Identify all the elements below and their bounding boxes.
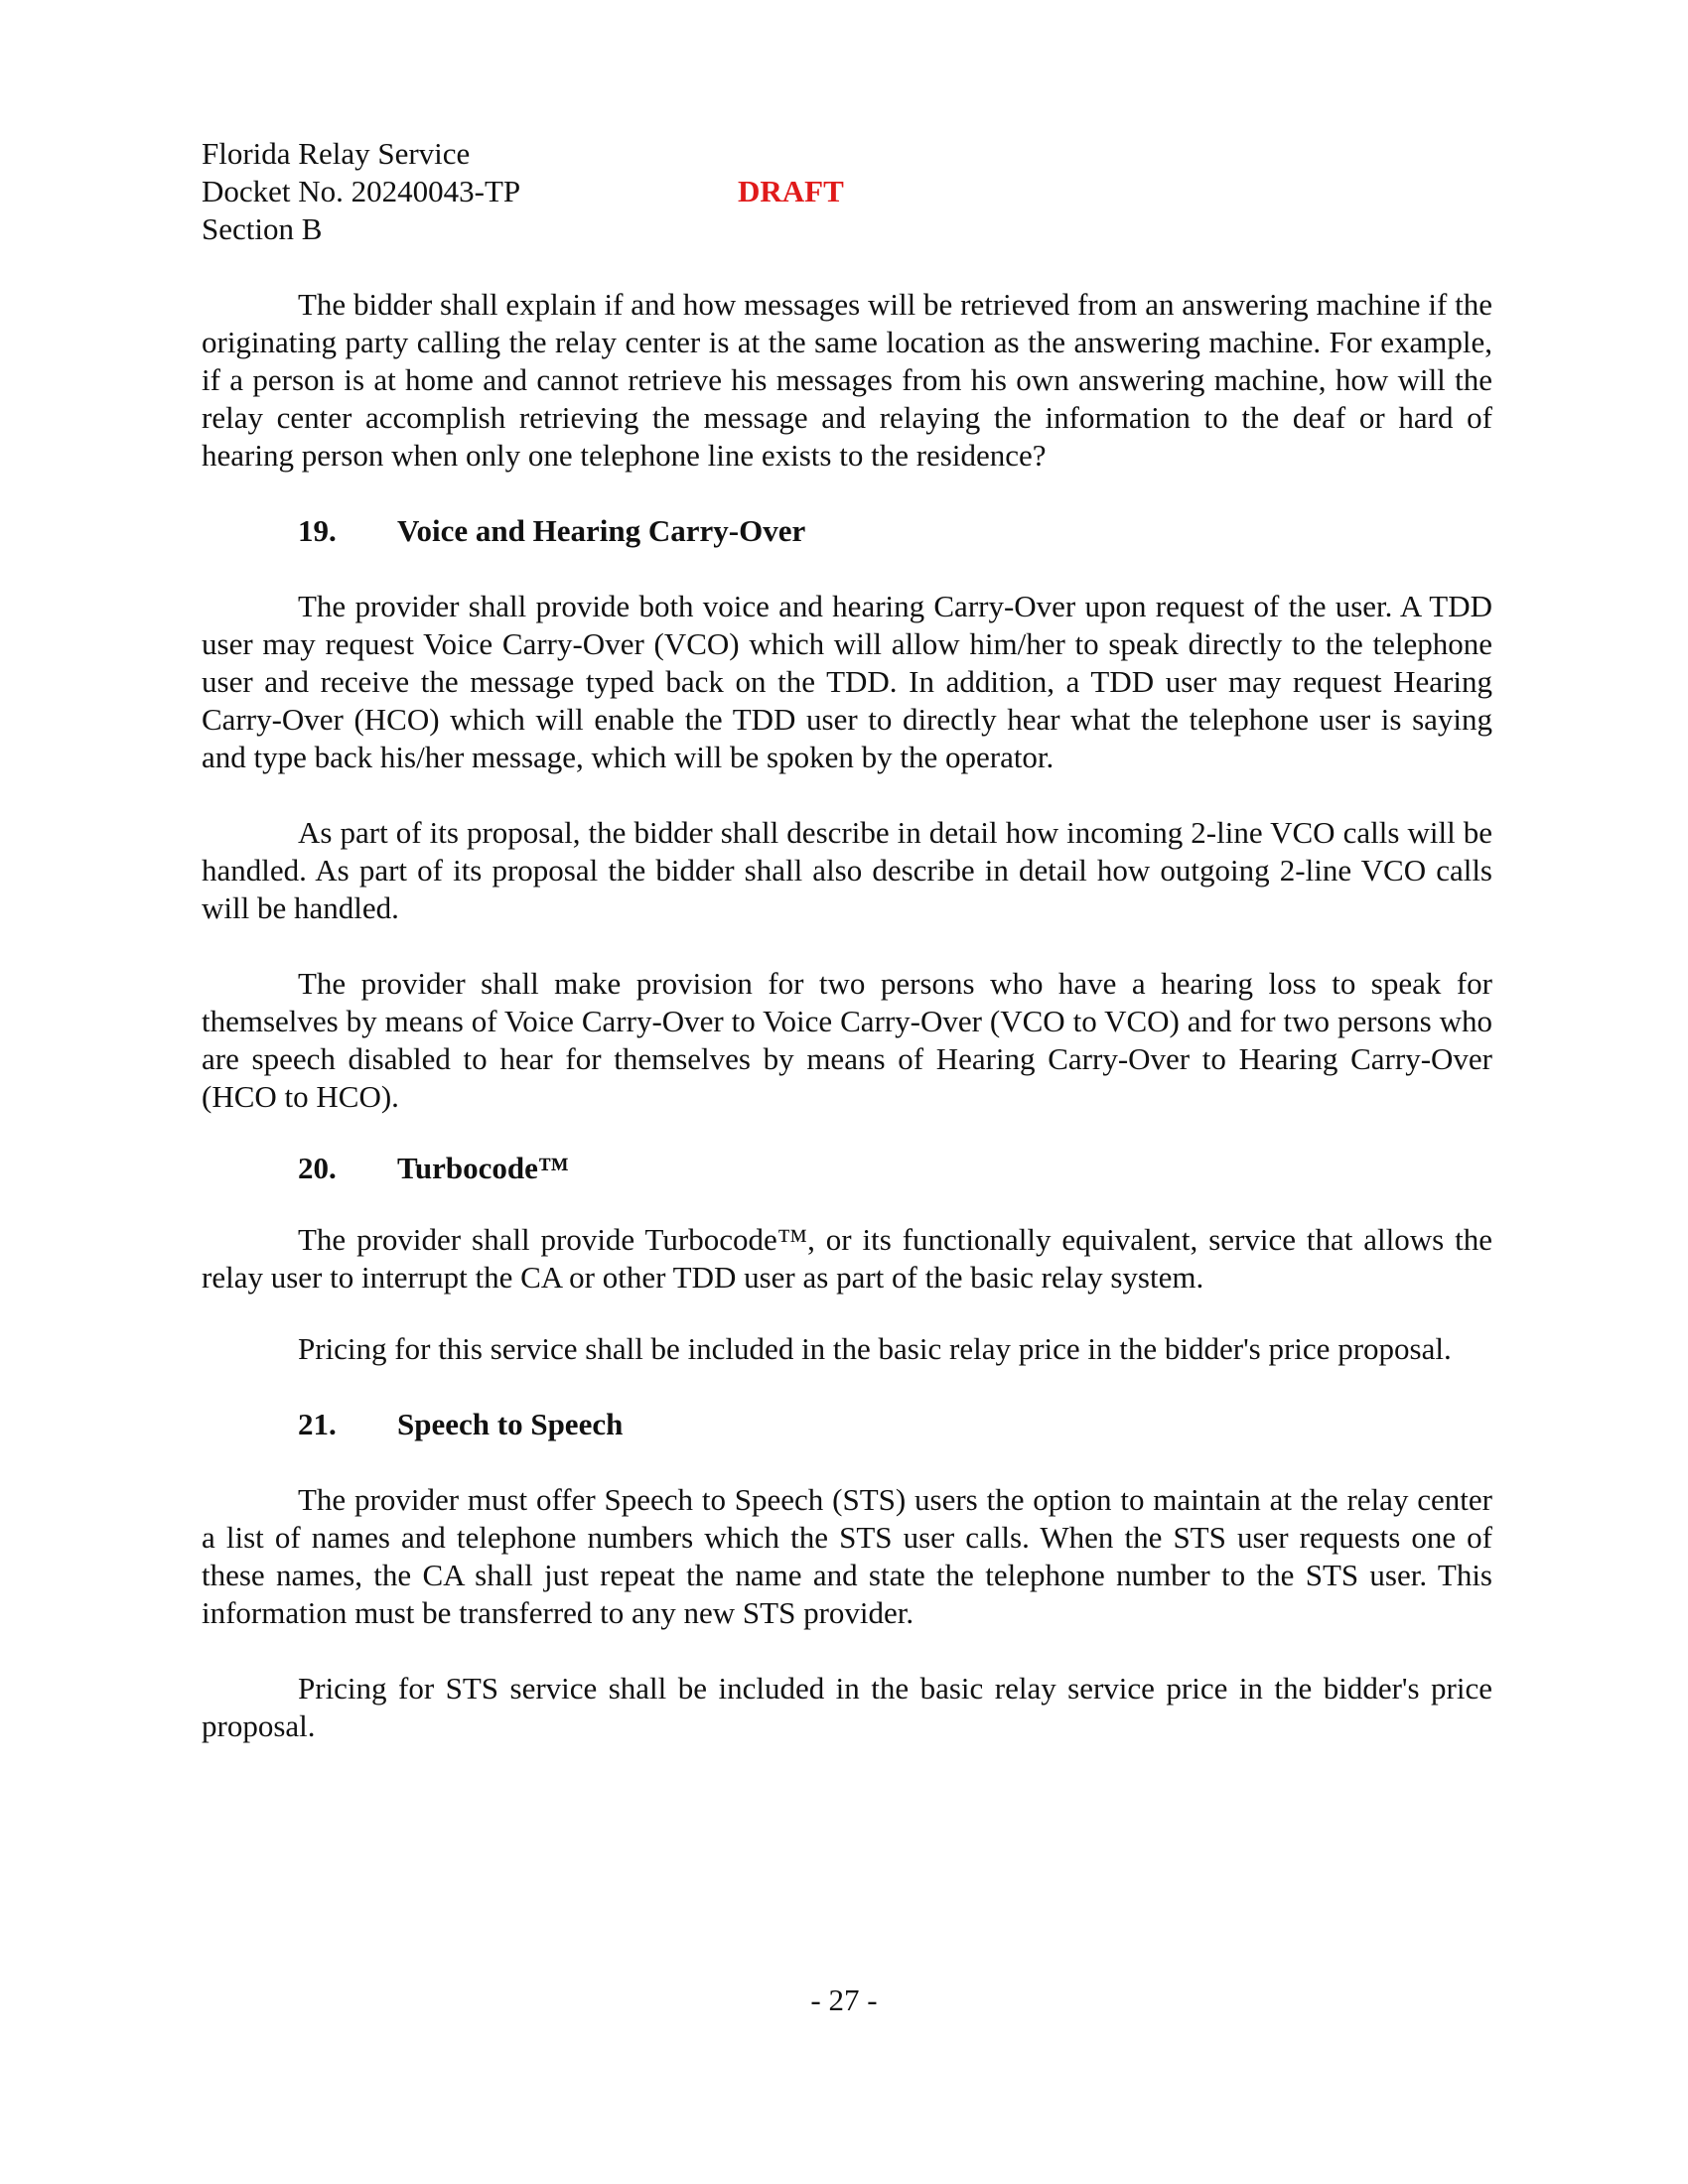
header-docket-number: Docket No. 20240043-TP bbox=[202, 174, 521, 208]
section-title: Speech to Speech bbox=[397, 1407, 624, 1441]
section-19-paragraph-2: As part of its proposal, the bidder shall describe in detail how incoming 2-line VCO calls will be handled. As part of its proposal the bidder shall also describe in detail how outgoing 2-line VCO calls will be handled. bbox=[202, 815, 1492, 925]
section-20-paragraph-1: The provider shall provide Turbocode™, or its functionally equivalent, service that allows the relay user to interrupt the CA or other TDD user as part of the basic relay system. bbox=[202, 1222, 1492, 1295]
header-section-label: Section B bbox=[202, 211, 323, 246]
section-title: Voice and Hearing Carry-Over bbox=[397, 513, 806, 548]
page-number: - 27 - bbox=[810, 1982, 878, 2017]
intro-paragraph: The bidder shall explain if and how messages will be retrieved from an answering machine if the originating party calling the relay center is at the same location as the answering machine. For example, if a person is at home and cannot retrieve his messages from his own answering machine, how will the relay center accomplish retrieving the message and relaying the information to the deaf or hard of hearing person when only one telephone line exists to the residence? bbox=[202, 287, 1492, 473]
section-number: 20. bbox=[298, 1151, 337, 1185]
section-19-paragraph-3: The provider shall make provision for two persons who have a hearing loss to speak for themselves by means of Voice Carry-Over to Voice Carry-Over (VCO to VCO) and for two persons who are speech disabled to hear for themselves by means of Hearing Carry-Over to Hearing Carry-Over (HCO to HCO). bbox=[202, 966, 1492, 1114]
header-service-name: Florida Relay Service bbox=[202, 136, 471, 171]
document-page bbox=[202, 135, 1492, 1745]
section-21-paragraph-2: Pricing for STS service shall be included in the basic relay service price in the bidder's price proposal. bbox=[202, 1671, 1492, 1743]
header-docket-row bbox=[202, 173, 1492, 210]
section-21-paragraph-1: The provider must offer Speech to Speech (STS) users the option to maintain at the relay center a list of names and telephone numbers which the STS user calls. When the STS user requests one of these names, the CA shall just repeat the name and state the telephone number to the STS user. This information must be transferred to any new STS provider. bbox=[202, 1482, 1492, 1630]
section-heading-19 bbox=[202, 512, 1492, 550]
section-20-paragraph-2: Pricing for this service shall be included in the basic relay price in the bidder's price proposal. bbox=[298, 1331, 1452, 1366]
section-19-paragraph-1: The provider shall provide both voice and hearing Carry-Over upon request of the user. A TDD user may request Voice Carry-Over (VCO) which will allow him/her to speak directly to the telephone user and receive the message typed back on the TDD. In addition, a TDD user may request Hearing Carry-Over (HCO) which will enable the TDD user to directly hear what the telephone user is saying and type back his/her message, which will be spoken by the operator. bbox=[202, 589, 1492, 774]
section-title: Turbocode™ bbox=[397, 1151, 569, 1185]
section-heading-20 bbox=[202, 1150, 1492, 1187]
draft-watermark-label: DRAFT bbox=[738, 174, 844, 208]
document-header bbox=[202, 135, 1492, 248]
section-heading-21 bbox=[202, 1406, 1492, 1443]
section-number: 19. bbox=[298, 513, 337, 548]
section-number: 21. bbox=[298, 1407, 337, 1441]
